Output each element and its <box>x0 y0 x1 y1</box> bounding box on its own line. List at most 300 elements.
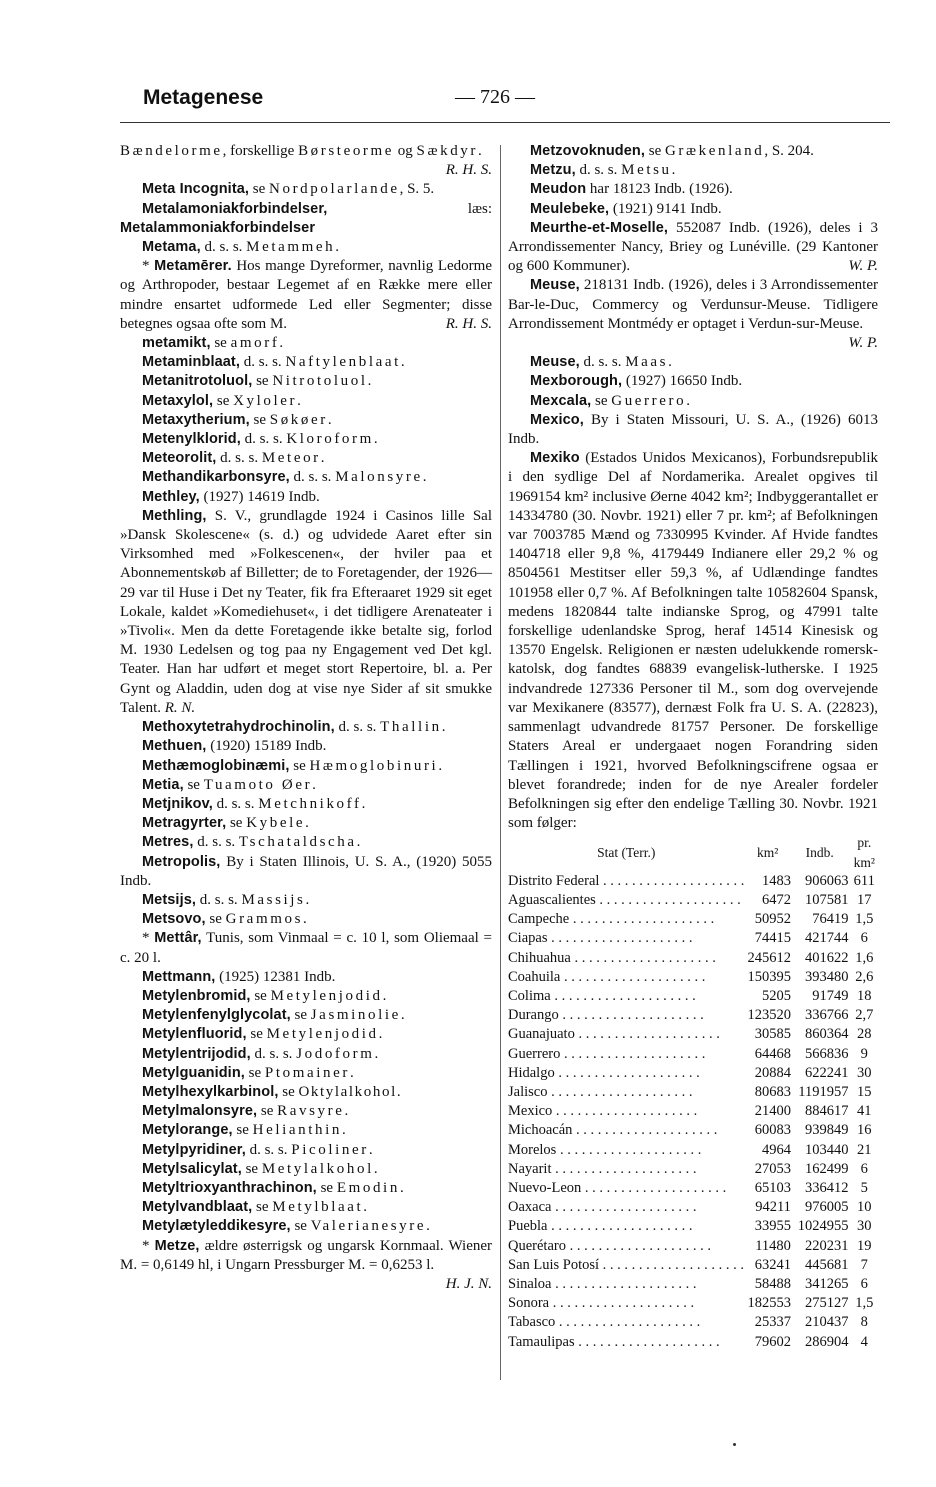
state-name-cell: Guanajuato . . . . . . . . . . . . . . . . . . . . <box>508 1026 720 1043</box>
value-cell: 17 <box>857 891 872 908</box>
leader-dots: . . . . . . . . . . . . . . . . . . . . <box>565 1237 711 1254</box>
value-cell: 1,5 <box>855 1295 874 1312</box>
entry: Metalamoniakforbindelser, læs: Metalammoniakforbindelser <box>120 200 492 236</box>
entry: Metylorange, se Helianthin. <box>142 1122 346 1139</box>
entry: Metylguanidin, se Ptomainer. <box>142 1064 354 1081</box>
value-cell: 220231 <box>805 1237 849 1254</box>
state-name-cell: Morelos . . . . . . . . . . . . . . . . . . . . <box>508 1141 702 1158</box>
value-cell: 939849 <box>805 1122 849 1139</box>
cross-reference: Grammos <box>225 911 304 928</box>
value-cell: 421744 <box>805 930 849 947</box>
state-name-cell: Distrito Federal . . . . . . . . . . . . . . . . . . . . <box>508 872 745 889</box>
state-name-cell: Hidalgo . . . . . . . . . . . . . . . . . . . . <box>508 1064 700 1081</box>
table-row <box>508 1102 880 1121</box>
headword: Metylpyridiner, <box>142 1141 246 1158</box>
value-cell: 25337 <box>754 1314 791 1331</box>
cross-reference: Kybele <box>246 815 306 832</box>
value-cell: 6 <box>860 1160 868 1177</box>
value-cell: 30585 <box>754 1026 791 1043</box>
headword: Metylguanidin, <box>142 1064 245 1081</box>
value-cell: 182553 <box>747 1295 791 1312</box>
entry: Metragyrter, se Kybele. <box>142 815 309 832</box>
headword: metamikt, <box>142 335 211 352</box>
value-cell: 1191957 <box>798 1083 849 1100</box>
state-name-cell: Michoacán . . . . . . . . . . . . . . . . . . . . <box>508 1122 718 1139</box>
cross-reference: Metylenjodid <box>266 1026 379 1043</box>
state-name-cell: Guerrero . . . . . . . . . . . . . . . . . . . . <box>508 1045 706 1062</box>
headword: Metenylklorid, <box>142 431 241 448</box>
entry: Mettmann, (1925) 12381 Indb. <box>142 968 336 985</box>
value-cell: 74415 <box>754 930 791 947</box>
state-name-cell: Coahuila . . . . . . . . . . . . . . . . . . . . <box>508 968 706 985</box>
value-cell: 8 <box>860 1314 868 1331</box>
state-name-cell: San Luis Potosí . . . . . . . . . . . . . . . . . . . . <box>508 1256 745 1273</box>
headword: Metylmalonsyre, <box>142 1103 258 1120</box>
table-row <box>508 1217 880 1236</box>
entry: Mexcala, se Guerrero. <box>530 392 690 409</box>
table-row <box>508 1179 880 1198</box>
value-cell: 4 <box>860 1333 868 1350</box>
entry: Methling, S. V., grundlagde 1924 i Casinos lille Sal »Dansk Skolescene« (s. d.) og udvidede Aaret efter sin Virksomhed med »Folkescenen«, der hviler paa et Abonnementskøb af Billetter; de to Foretagender, der 1926—29 var til Huse i Det ny Teater, fik fra Efteraaret 1929 sit eget Lokale, kaldet »Komediehuset«, i det tidligere Arenateater i »Tivoli«. Men da dette Foretagende ikke betalte sig, forlod M. 1930 Ledelsen og tog paa ny Engagement ved Det kgl. Teater. Han har udført et meget stort Repertoire, bl. a. Per Gynt og Aladdin, uden dog at vise nye Sider af sit smukke Talent. R. N. <box>120 507 492 716</box>
headword: Metaminblaat, <box>142 354 240 371</box>
headword: Metylenbromid, <box>142 987 251 1004</box>
entry: Mexiko (Estados Unidos Mexicanos), Forbundsrepublik i den sydlige Del af Nordamerika. Arealet opgives til 1969154 km² inclusive Øerne 4042 km²; Indbyggerantallet er 14334780 (30. Novbr. 1921) eller 7 pr. km²; af Befolkningen var 7003785 Mænd og 7330995 Kvinder. Af Hvide fandtes 1404718 eller 9,8 %, 4179449 Indianere eller 29,2 % og 8504561 Mestitser eller 59,3 %, af Udlændinge fandtes 101958 eller 0,7 %. Af Befolkningen talte 10582604 Spansk, medens 1820844 talte indianske Sprog, og 47991 talte forskellige udenlandske Sprog, heraf 14514 Kinesisk og 13570 Engelsk. Religionen er næsten udelukkende romersk-katolsk, dog fandtes 68839 evangelisk-lutherske. I 1925 indvandrede 127336 Personer til M., som dog overvejende var Mexikanere (83577), dernæst Folk fra U. S. A. (22823), sammenlagt udvandrede 81757 Personer. De forskellige Staters Areal er undergaaet nogen Forandring siden Tællingen i 1921, hvorved Befolkningscifrene ogsaa er blevet forandrede; inden for de nye Arealer fordeler Befolkningen sig efter den endelige Tælling 30. Novbr. 1921 som følger: <box>508 450 878 832</box>
value-cell: 63241 <box>754 1256 791 1273</box>
headword: Metama, <box>142 239 201 256</box>
headword: Meulebeke, <box>530 200 610 217</box>
table-row <box>508 910 880 929</box>
cross-reference: Maas <box>625 354 669 371</box>
value-cell: 245612 <box>747 949 791 966</box>
value-cell: 11480 <box>755 1237 791 1254</box>
state-name-cell: Nayarit . . . . . . . . . . . . . . . . . . . . <box>508 1160 697 1177</box>
column-header: km² <box>757 844 779 860</box>
cross-reference: amorf <box>230 335 280 352</box>
value-cell: 10 <box>857 1199 872 1216</box>
cross-reference: Nordpolarlande <box>269 181 400 198</box>
headword: Mexcala, <box>530 392 592 409</box>
cross-reference: Metylblaat <box>272 1199 364 1216</box>
entry: Metzu, d. s. s. Metsu. <box>530 162 676 179</box>
cross-reference: Ptomainer <box>264 1064 350 1081</box>
headword: Metaxytherium, <box>142 411 250 428</box>
leader-dots: . . . . . . . . . . . . . . . . . . . . <box>551 1199 697 1216</box>
headword: Mettmann, <box>142 968 216 985</box>
headword: Mexborough, <box>530 373 623 390</box>
entry: Metenylklorid, d. s. s. Kloroform. <box>142 431 378 448</box>
cross-reference: Xyloler <box>233 392 298 409</box>
print-speck <box>733 1443 736 1446</box>
leader-dots: . . . . . . . . . . . . . . . . . . . . <box>560 1045 706 1062</box>
headword: Metres, <box>142 834 194 851</box>
value-cell: 27053 <box>754 1160 791 1177</box>
entry: Metama, d. s. s. Metammeh. <box>142 239 340 256</box>
value-cell: 19 <box>857 1237 872 1254</box>
page-number: — 726 — <box>455 86 535 108</box>
cross-reference: Emodin <box>336 1179 400 1196</box>
headword: Metjnikov, <box>142 795 213 812</box>
table-row <box>508 929 880 948</box>
leader-dots: . . . . . . . . . . . . . . . . . . . . <box>550 987 696 1004</box>
cross-reference: Malonsyre <box>335 469 423 486</box>
value-cell: 58488 <box>754 1275 791 1292</box>
value-cell: 860364 <box>805 1026 849 1043</box>
author-signature: W. P. <box>848 335 878 352</box>
leader-dots: . . . . . . . . . . . . . . . . . . . . <box>599 872 745 889</box>
state-name-cell: Nuevo-Leon . . . . . . . . . . . . . . . . . . . . <box>508 1179 727 1196</box>
cross-reference: Kloroform <box>286 431 374 448</box>
value-cell: 7 <box>860 1256 868 1273</box>
value-cell: 5 <box>860 1179 868 1196</box>
cross-reference: Metammeh <box>246 239 336 256</box>
state-name-cell: Tabasco . . . . . . . . . . . . . . . . . . . . <box>508 1314 701 1331</box>
headword: Metylorange, <box>142 1122 233 1139</box>
table-row <box>508 1198 880 1217</box>
table-header-row <box>508 833 880 871</box>
state-name-cell: Colima . . . . . . . . . . . . . . . . . . . . <box>508 987 696 1004</box>
state-name-cell: Mexico . . . . . . . . . . . . . . . . . . . . <box>508 1103 698 1120</box>
leader-dots: . . . . . . . . . . . . . . . . . . . . <box>556 1141 702 1158</box>
cross-reference: Metchnikoff <box>258 795 362 812</box>
leader-dots: . . . . . . . . . . . . . . . . . . . . <box>560 968 706 985</box>
value-cell: 30 <box>857 1064 872 1081</box>
leader-dots: . . . . . . . . . . . . . . . . . . . . <box>551 1275 697 1292</box>
entry: metamikt, se amorf. <box>142 335 284 352</box>
value-cell: 976005 <box>805 1199 849 1216</box>
value-cell: 80683 <box>754 1083 791 1100</box>
cross-reference: Ravsyre <box>277 1103 345 1120</box>
value-cell: 18 <box>857 987 872 1004</box>
table-row <box>508 1064 880 1083</box>
leader-dots: . . . . . . . . . . . . . . . . . . . . <box>551 1160 697 1177</box>
entry: Meta Incognita, se Nordpolarlande, S. 5. <box>142 181 435 198</box>
state-name-cell: Campeche . . . . . . . . . . . . . . . . . . . . <box>508 911 715 928</box>
leader-dots: . . . . . . . . . . . . . . . . . . . . <box>572 1122 718 1139</box>
headword: Methoxytetrahydrochinolin, <box>142 719 335 736</box>
state-name-cell: Ciapas . . . . . . . . . . . . . . . . . . . . <box>508 930 693 947</box>
headword: Mexico, <box>530 411 584 428</box>
table-row <box>508 1045 880 1064</box>
leader-dots: . . . . . . . . . . . . . . . . . . . . <box>595 891 741 908</box>
cross-reference: Grækenland <box>665 143 765 159</box>
entry: Meteorolit, d. s. s. Meteor. <box>142 450 325 467</box>
entry: Metaxylol, se Xyloler. <box>142 392 301 409</box>
cross-reference: Oktylalkohol <box>298 1083 397 1100</box>
state-name-cell: Aguascalientes . . . . . . . . . . . . . . . . . . . . <box>508 891 741 908</box>
value-cell: 41 <box>857 1103 872 1120</box>
value-cell: 103440 <box>805 1141 849 1158</box>
value-cell: 1,5 <box>855 911 874 928</box>
cross-reference: Thallin <box>380 719 442 736</box>
table-row <box>508 1333 880 1352</box>
entry: Metaminblaat, d. s. s. Naftylenblaat. <box>142 354 405 371</box>
leader-dots: . . . . . . . . . . . . . . . . . . . . <box>554 1064 700 1081</box>
value-cell: 28 <box>857 1026 872 1043</box>
state-name-cell: Querétaro . . . . . . . . . . . . . . . . . . . . <box>508 1237 711 1254</box>
state-name-cell: Chihuahua . . . . . . . . . . . . . . . . . . . . <box>508 949 716 966</box>
headword: Metylætyleddikesyre, <box>142 1218 291 1235</box>
entry: Meulebeke, (1921) 9141 Indb. <box>530 200 722 217</box>
leader-dots: . . . . . . . . . . . . . . . . . . . . <box>569 911 715 928</box>
value-cell: 33955 <box>754 1218 791 1235</box>
headword: Metylenfluorid, <box>142 1026 247 1043</box>
headword: Methling, <box>142 507 207 524</box>
headword: Methley, <box>142 488 200 505</box>
value-cell: 2,7 <box>855 1007 874 1024</box>
leader-dots: . . . . . . . . . . . . . . . . . . . . <box>581 1179 727 1196</box>
cross-reference: Metylenjodid <box>270 987 383 1004</box>
entry: Metsijs, d. s. s. Massijs. <box>142 891 310 908</box>
headword: Mexiko <box>530 450 580 467</box>
cross-reference: Helianthin <box>252 1122 342 1139</box>
entry: Metylætyleddikesyre, se Valerianesyre. <box>142 1218 430 1235</box>
entry: Metylvandblaat, se Metylblaat. <box>142 1199 368 1216</box>
cross-reference: Metsu <box>621 162 672 179</box>
entry: Meurthe-et-Moselle, 552087 Indb. (1926), deles i 3 Arrondissementer Nancy, Briey og Lunéville. (29 Kantoner og 600 Kommuner). W. P. <box>508 219 878 277</box>
value-cell: 336766 <box>805 1007 849 1024</box>
value-cell: 6 <box>860 930 868 947</box>
asterisk-mark: * <box>142 258 155 275</box>
value-cell: 336412 <box>805 1179 849 1196</box>
table-row <box>508 1006 880 1025</box>
leader-dots: . . . . . . . . . . . . . . . . . . . . <box>547 1083 693 1100</box>
headword: Metanitrotoluol, <box>142 373 253 390</box>
value-cell: 884617 <box>805 1103 849 1120</box>
headword: Metalammoniakforbindelser <box>120 219 316 236</box>
state-name-cell: Puebla . . . . . . . . . . . . . . . . . . . . <box>508 1218 693 1235</box>
table-row <box>508 949 880 968</box>
right-column <box>508 142 878 1352</box>
headword: Metylenfenylglycolat, <box>142 1007 291 1024</box>
cross-reference: Søkøer <box>269 411 328 428</box>
cross-reference: Guerrero <box>611 392 687 409</box>
entry: Methuen, (1920) 15189 Indb. <box>142 738 327 755</box>
value-cell: 6472 <box>761 891 791 908</box>
value-cell: 94211 <box>755 1199 791 1216</box>
value-cell: 91749 <box>812 987 849 1004</box>
state-name-cell: Durango . . . . . . . . . . . . . . . . . . . . <box>508 1007 704 1024</box>
leader-dots: . . . . . . . . . . . . . . . . . . . . <box>555 1314 701 1331</box>
entry: Methley, (1927) 14619 Indb. <box>142 488 320 505</box>
asterisk-mark: * <box>142 930 155 947</box>
cross-reference: Tschataldscha <box>238 834 357 851</box>
entry: * Metamērer. Hos mange Dyreformer, navnlig Ledorme og Arthropoder, bestaar Legemet af en Række mere eller mindre ensartet udformede Led eller Segmenter; disse betegnes ogsaa ofte som M. R. H. S. <box>120 257 492 334</box>
value-cell: 50952 <box>754 911 791 928</box>
value-cell: 4964 <box>761 1141 791 1158</box>
headword: Methæmoglobinæmi, <box>142 757 290 774</box>
value-cell: 210437 <box>805 1314 849 1331</box>
entry: Metres, d. s. s. Tschataldscha. <box>142 834 361 851</box>
leader-dots: . . . . . . . . . . . . . . . . . . . . <box>558 1007 704 1024</box>
entry: Metzovoknuden, se Grækenland, S. 204. <box>530 143 814 159</box>
value-cell: 15 <box>857 1083 872 1100</box>
headword: Metalamoniakforbindelser, <box>142 200 328 217</box>
entry: Metylpyridiner, d. s. s. Picoliner. <box>142 1141 373 1158</box>
author-signature: R. N. <box>164 699 196 716</box>
table-row <box>508 1160 880 1179</box>
headword: Metropolis, <box>142 853 221 870</box>
cross-reference: Hæmoglobinuri <box>309 757 439 774</box>
running-head-title: Metagenese <box>143 86 264 109</box>
table-row <box>508 872 880 891</box>
entry: Meuse, d. s. s. Maas. <box>530 354 672 371</box>
table-row <box>508 1121 880 1140</box>
table-row <box>508 1275 880 1294</box>
headword: Meuse, <box>530 277 580 294</box>
cross-reference: Nitrotoluol <box>272 373 368 390</box>
headword: Meurthe-et-Moselle, <box>530 219 669 236</box>
headword: Metzovoknuden, <box>530 143 645 159</box>
headword: Meudon <box>530 181 587 198</box>
header-rule <box>120 122 890 123</box>
entry: Metylenfluorid, se Metylenjodid. <box>142 1026 383 1043</box>
states-table <box>508 833 880 1351</box>
entry: Metylenbromid, se Metylenjodid. <box>142 987 387 1004</box>
leader-dots: . . . . . . . . . . . . . . . . . . . . <box>570 949 716 966</box>
leader-dots: . . . . . . . . . . . . . . . . . . . . <box>547 1218 693 1235</box>
entry: Methæmoglobinæmi, se Hæmoglobinuri. <box>142 757 443 774</box>
entry: Metjnikov, d. s. s. Metchnikoff. <box>142 795 366 812</box>
cross-reference: Tuamoto Øer <box>203 776 313 793</box>
cross-reference: Jasminolie <box>310 1007 401 1024</box>
leader-dots: . . . . . . . . . . . . . . . . . . . . <box>574 1333 720 1350</box>
value-cell: 5205 <box>761 987 791 1004</box>
value-cell: 445681 <box>805 1256 849 1273</box>
table-row <box>508 1083 880 1102</box>
asterisk-mark: * <box>142 1237 155 1254</box>
state-name-cell: Sinaloa . . . . . . . . . . . . . . . . . . . . <box>508 1275 697 1292</box>
value-cell: 162499 <box>805 1160 849 1177</box>
value-cell: 566836 <box>805 1045 849 1062</box>
value-cell: 9 <box>860 1045 868 1062</box>
table-row <box>508 987 880 1006</box>
cross-reference: Picoliner <box>291 1141 369 1158</box>
entry-continuation: Bændelorme, forskellige Børsteorme og Sækdyr. R. H. S. <box>120 142 492 161</box>
value-cell: 6 <box>860 1275 868 1292</box>
table-row <box>508 1237 880 1256</box>
cross-reference: Valerianesyre <box>310 1218 427 1235</box>
headword: Meuse, <box>530 354 580 371</box>
headword: Metylhexylkarbinol, <box>142 1083 279 1100</box>
entry: Mexico, By i Staten Missouri, U. S. A., (1926) 6013 Indb. <box>508 411 878 448</box>
column-header: Indb. <box>805 844 834 860</box>
cross-reference: Jodoform <box>296 1045 375 1062</box>
value-cell: 107581 <box>805 891 849 908</box>
value-cell: 611 <box>853 872 875 889</box>
entry: Metsovo, se Grammos. <box>142 911 307 928</box>
value-cell: 622241 <box>805 1064 849 1081</box>
value-cell: 1024955 <box>797 1218 849 1235</box>
value-cell: 21400 <box>754 1103 791 1120</box>
table-row <box>508 1025 880 1044</box>
state-name-cell: Oaxaca . . . . . . . . . . . . . . . . . . . . <box>508 1199 697 1216</box>
value-cell: 65103 <box>754 1179 791 1196</box>
leader-dots: . . . . . . . . . . . . . . . . . . . . <box>599 1256 745 1273</box>
state-name-cell: Jalisco . . . . . . . . . . . . . . . . . . . . <box>508 1083 693 1100</box>
state-name-cell: Sonora . . . . . . . . . . . . . . . . . . . . <box>508 1295 695 1312</box>
value-cell: 76419 <box>812 911 849 928</box>
headword: Metzu, <box>530 162 576 179</box>
value-cell: 393480 <box>805 968 849 985</box>
headword: Metylentrijodid, <box>142 1045 251 1062</box>
headword: Methandikarbonsyre, <box>142 469 290 486</box>
entry: Mexborough, (1927) 16650 Indb. <box>530 373 743 390</box>
entry: Metropolis, By i Staten Illinois, U. S. A., (1920) 5055 Indb. <box>120 853 492 889</box>
entry: Metylenfenylglycolat, se Jasminolie. <box>142 1007 405 1024</box>
headword: Metyltrioxyanthrachinon, <box>142 1179 317 1196</box>
headword: Meteorolit, <box>142 450 217 467</box>
headword: Metze, <box>154 1237 200 1254</box>
entry: Metylhexylkarbinol, se Oktylalkohol. <box>142 1083 401 1100</box>
entry: Metylentrijodid, d. s. s. Jodoform. <box>142 1045 379 1062</box>
entry: * Metze, ældre østerrigsk og ungarsk Kornmaal. Wiener M. = 0,6149 hl, i Ungarn Pressburger M. = 0,6253 l. H. J. N. <box>120 1237 492 1275</box>
cross-reference: Massijs <box>241 891 306 908</box>
value-cell: 150395 <box>747 968 791 985</box>
value-cell: 401622 <box>805 949 849 966</box>
author-signature: H. J. N. <box>445 1275 492 1292</box>
table-row <box>508 1294 880 1313</box>
value-cell: 275127 <box>805 1295 849 1312</box>
entry: Metyltrioxyanthrachinon, se Emodin. <box>142 1179 404 1196</box>
column-header: pr. km² <box>853 835 875 870</box>
value-cell: 60083 <box>754 1122 791 1139</box>
headword: Metaxylol, <box>142 392 214 409</box>
value-cell: 64468 <box>754 1045 791 1062</box>
value-cell: 906063 <box>805 872 849 889</box>
author-signature: R. H. S. <box>445 162 492 179</box>
entry: Metia, se Tuamoto Øer. <box>142 776 316 793</box>
entry: Metylsalicylat, se Metylalkohol. <box>142 1160 378 1177</box>
table-row <box>508 1313 880 1332</box>
value-cell: 123520 <box>747 1007 791 1024</box>
value-cell: 20884 <box>754 1064 791 1081</box>
entry: * Mettâr, Tunis, som Vinmaal = c. 10 l, som Oliemaal = c. 20 l. <box>120 930 493 966</box>
headword: Metsovo, <box>142 911 206 928</box>
table-row <box>508 1141 880 1160</box>
headword: Metylsalicylat, <box>142 1160 242 1177</box>
entry: Metanitrotoluol, se Nitrotoluol. <box>142 373 372 390</box>
column-header: Stat (Terr.) <box>597 844 656 860</box>
entry: Metylmalonsyre, se Ravsyre. <box>142 1103 349 1120</box>
leader-dots: . . . . . . . . . . . . . . . . . . . . <box>549 1295 695 1312</box>
state-name-cell: Tamaulipas . . . . . . . . . . . . . . . . . . . . <box>508 1333 720 1350</box>
headword: Metsijs, <box>142 891 196 908</box>
leader-dots: . . . . . . . . . . . . . . . . . . . . <box>552 1103 698 1120</box>
column-divider <box>500 145 501 1380</box>
author-signature: R. H. S. <box>445 315 492 332</box>
value-cell: 1,6 <box>855 949 874 966</box>
value-cell: 286904 <box>805 1333 849 1350</box>
headword: Metragyrter, <box>142 815 227 832</box>
value-cell: 2,6 <box>855 968 874 985</box>
author-signature: W. P. <box>848 258 878 275</box>
leader-dots: . . . . . . . . . . . . . . . . . . . . <box>547 930 693 947</box>
cross-reference: Metylalkohol <box>261 1160 374 1177</box>
cross-reference: Meteor <box>261 450 321 467</box>
entry: Methoxytetrahydrochinolin, d. s. s. Thallin. <box>142 719 446 736</box>
table-row <box>508 1256 880 1275</box>
value-cell: 1483 <box>761 872 791 889</box>
value-cell: 30 <box>857 1218 872 1235</box>
value-cell: 341265 <box>805 1275 849 1292</box>
cross-reference: Naftylenblaat <box>285 354 401 371</box>
headword: Metia, <box>142 776 184 793</box>
value-cell: 21 <box>857 1141 872 1158</box>
value-cell: 16 <box>857 1122 872 1139</box>
headword: Meta Incognita, <box>142 181 250 198</box>
entry: Meudon har 18123 Indb. (1926). <box>530 181 733 198</box>
entry: Methandikarbonsyre, d. s. s. Malonsyre. <box>142 469 427 486</box>
